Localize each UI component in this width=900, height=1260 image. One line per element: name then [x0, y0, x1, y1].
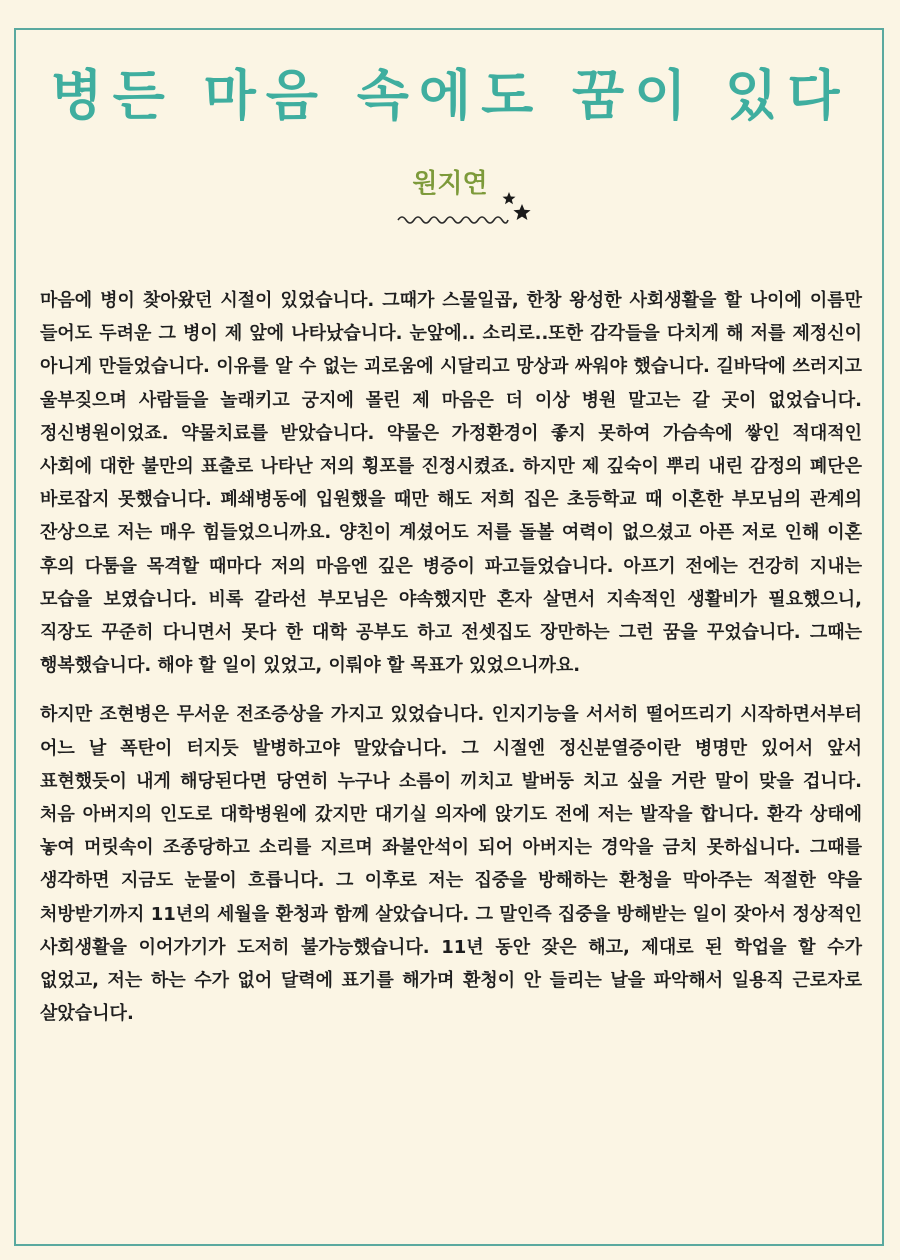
paragraph: 하지만 조현병은 무서운 전조증상을 가지고 있었습니다. 인지기능을 서서히 떨어뜨리기 시작하면서부터 어느 날 폭탄이 터지듯 발병하고야 말았습니다. 그 시절엔 정신분열증이란 병명만 있어서 앞서 표현했듯이 내게 해당된다면 당연히 누구나 소름이 끼치고 발버둥 치고 싶을 거란 말이 맞을 겁니다. 처음 아버지의 인도로 대학병원에 갔지만 대기실 의자에 앉기도 전에 저는 발작을 합니다. 환각 상태에 놓여 머릿속이 조종당하고 소리를 지르며 좌불안석이 되어 아버지는 경악을 금치 못하십니다. 그때를 생각하면 지금도 눈물이 흐릅니다. 그 이후로 저는 집중을 방해하는 환청을 막아주는 적절한 약을 처방받기까지 11년의 세월을 환청과 함께 살았습니다. 그 말인즉 집중을 방해받는 일이 잦아서 정상적인 사회생활을 이어가기가 도저히 불가능했습니다. 11년 동안 잦은 해고, 제대로 된 학업을 할 수가 없었고, 저는 하는 수가 없어 달력에 표기를 해가며 환청이 안 들리는 날을 파악해서 일용직 근로자로 살았습니다.: [40, 704, 862, 1025]
article-body: [40, 284, 862, 1046]
paragraph: 마음에 병이 찾아왔던 시절이 있었습니다. 그때가 스물일곱, 한창 왕성한 사회생활을 할 나이에 이름만 들어도 두려운 그 병이 제 앞에 나타났습니다. 눈앞에.. 소리로..또한 감각들을 다치게 해 저를 제정신이 아니게 만들었습니다. 이유를 알 수 없는 괴로움에 시달리고 망상과 싸워야 했습니다. 길바닥에 쓰러지고 울부짖으며 사람들을 놀래키고 궁지에 몰린 제 마음은 더 이상 병원 말고는 갈 곳이 없었습니다. 정신병원이었죠. 약물치료를 받았습니다. 약물은 가정환경이 좋지 못하여 가슴속에 쌓인 적대적인 사회에 대한 불만의 표출로 나타난 저의 횡포를 진정시켰죠. 하지만 제 깊숙이 뿌리 내린 감정의 폐단은 바로잡지 못했습니다. 폐쇄병동에 입원했을 때만 해도 저희 집은 초등학교 때 이혼한 부모님의 관계의 잔상으로 저는 매우 힘들었으니까요. 양친이 계셨어도 저를 돌볼 여력이 없으셨고 아픈 저로 인해 이혼 후의 다툼을 목격할 때마다 저의 마음엔 깊은 병증이 파고들었습니다. 아프기 전에는 건강히 지내는 모습을 보였습니다. 비록 갈라선 부모님은 야속했지만 혼자 살면서 지속적인 생활비가 필요했으니, 직장도 꾸준히 다니면서 못다 한 대학 공부도 하고 전셋집도 장만하는 그런 꿈을 꾸었습니다. 그때는 행복했습니다. 해야 할 일이 있었고, 이뤄야 할 목표가 있었으니까요.: [40, 290, 862, 677]
author-name: 원지연: [412, 169, 488, 199]
page-title: 병든 마음 속에도 꿈이 있다: [50, 64, 850, 127]
stars-icon: [500, 190, 534, 224]
squiggle-decoration: [396, 212, 510, 228]
